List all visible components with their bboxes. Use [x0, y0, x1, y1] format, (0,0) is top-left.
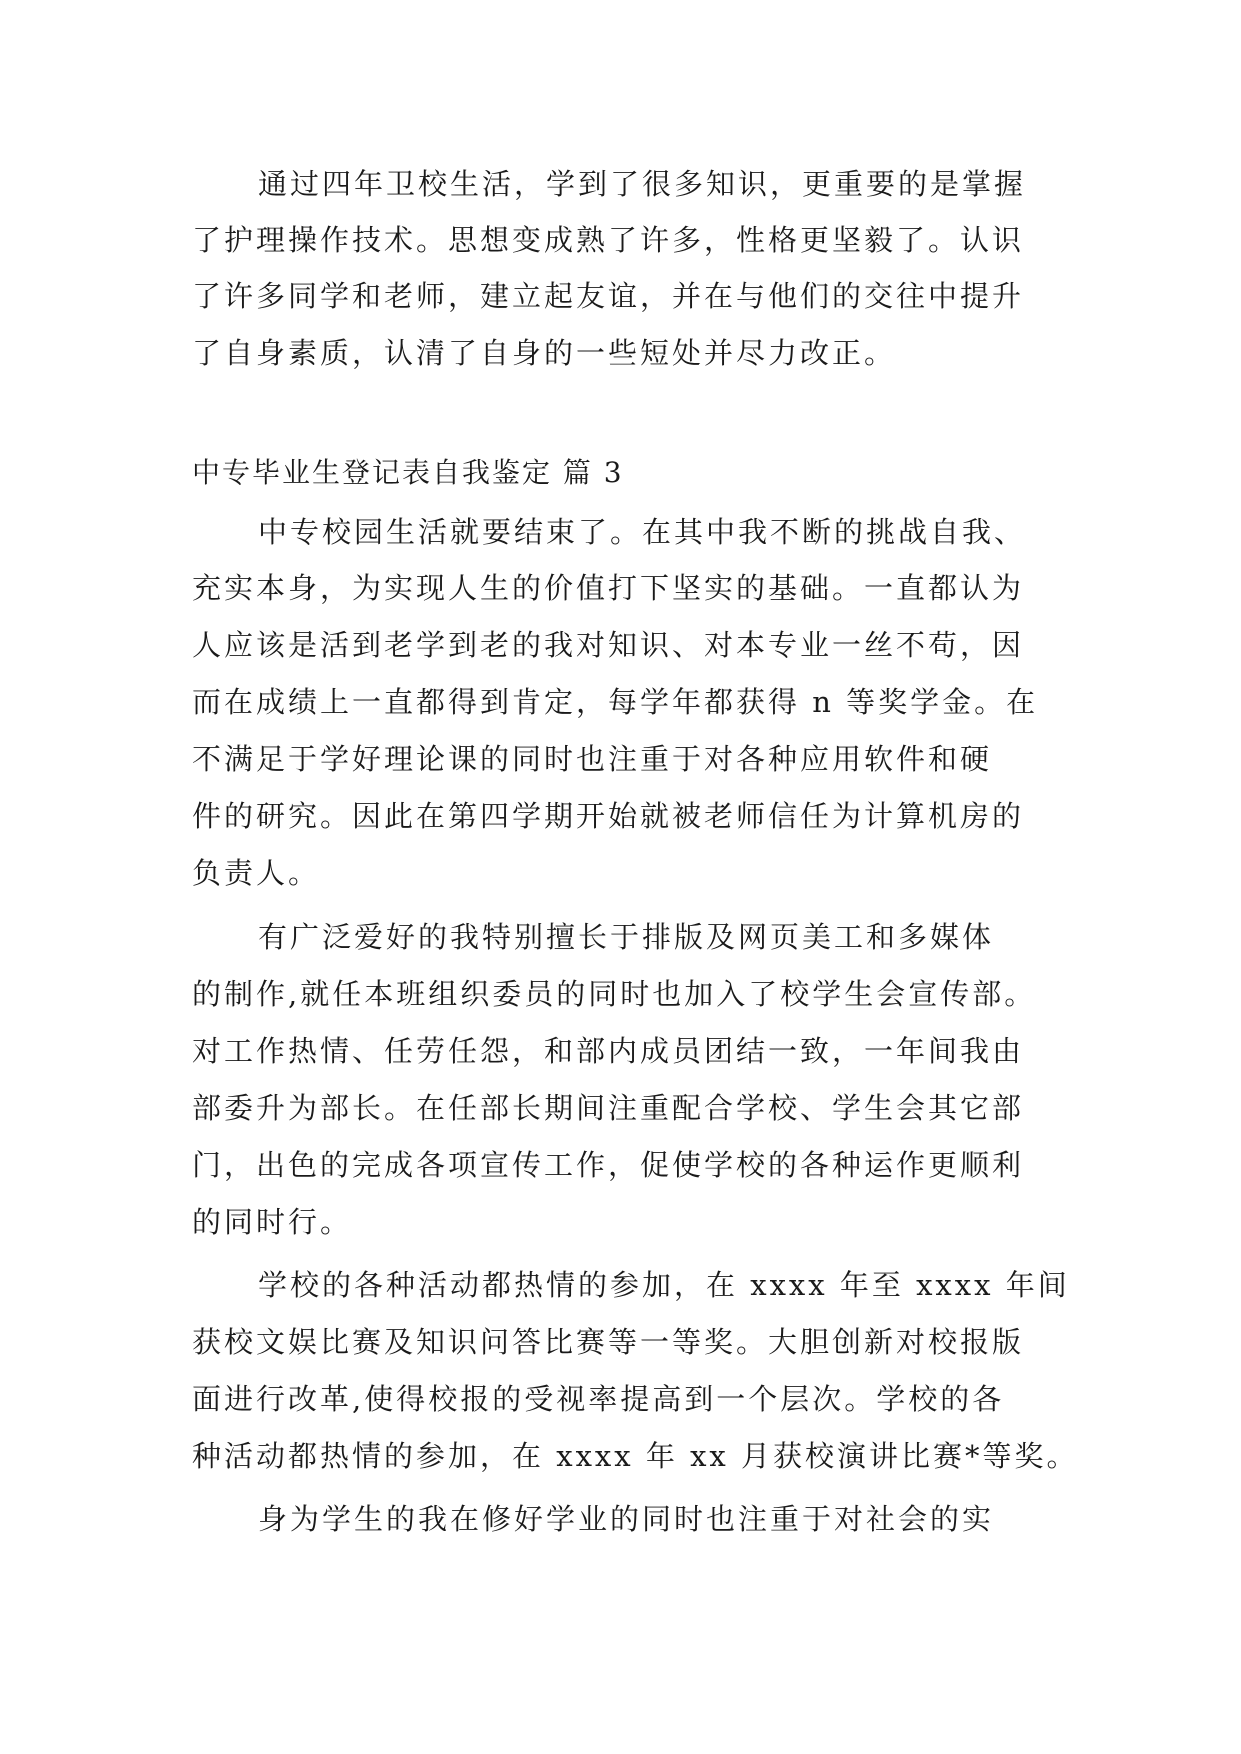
- paragraph-line: 对工作热情、任劳任怨，和部内成员团结一致，一年间我由: [192, 1034, 1025, 1068]
- paragraph-line: 的同时行。: [192, 1205, 353, 1239]
- paragraph-line: 面进行改革,使得校报的受视率提高到一个层次。学校的各: [192, 1382, 1005, 1416]
- paragraph-line: 种活动都热情的参加，在 xxxx 年 xx 月获校演讲比赛*等奖。: [192, 1439, 1079, 1473]
- paragraph-line: 获校文娱比赛及知识问答比赛等一等奖。大胆创新对校报版: [192, 1325, 1025, 1359]
- paragraph-line: 负责人。: [192, 856, 321, 890]
- paragraph-line: 中专校园生活就要结束了。在其中我不断的挑战自我、: [258, 515, 1027, 549]
- paragraph-line: 了许多同学和老师，建立起友谊，并在与他们的交往中提升: [192, 279, 1025, 313]
- paragraph-line: 而在成绩上一直都得到肯定，每学年都获得 n 等奖学金。在: [192, 685, 1039, 719]
- paragraph-line: 充实本身，为实现人生的价值打下坚实的基础。一直都认为: [192, 571, 1025, 605]
- paragraph-line: 身为学生的我在修好学业的同时也注重于对社会的实: [258, 1502, 995, 1536]
- section-heading: 中专毕业生登记表自我鉴定 篇 3: [192, 456, 624, 489]
- paragraph-line: 人应该是活到老学到老的我对知识、对本专业一丝不苟，因: [192, 628, 1025, 662]
- paragraph-line: 了护理操作技术。思想变成熟了许多，性格更坚毅了。认识: [192, 223, 1025, 257]
- paragraph-line: 学校的各种活动都热情的参加，在 xxxx 年至 xxxx 年间: [258, 1268, 1070, 1302]
- paragraph-line: 通过四年卫校生活，学到了很多知识，更重要的是掌握: [258, 167, 1027, 201]
- paragraph-line: 不满足于学好理论课的同时也注重于对各种应用软件和硬: [192, 742, 993, 776]
- paragraph-line: 有广泛爱好的我特别擅长于排版及网页美工和多媒体: [258, 920, 995, 954]
- paragraph-line: 了自身素质，认清了自身的一些短处并尽力改正。: [192, 336, 897, 370]
- paragraph-line: 的制作,就任本班组织委员的同时也加入了校学生会宣传部。: [192, 977, 1037, 1011]
- paragraph-line: 门，出色的完成各项宣传工作，促使学校的各种运作更顺利: [192, 1148, 1025, 1182]
- paragraph-line: 部委升为部长。在任部长期间注重配合学校、学生会其它部: [192, 1091, 1025, 1125]
- paragraph-line: 件的研究。因此在第四学期开始就被老师信任为计算机房的: [192, 799, 1025, 833]
